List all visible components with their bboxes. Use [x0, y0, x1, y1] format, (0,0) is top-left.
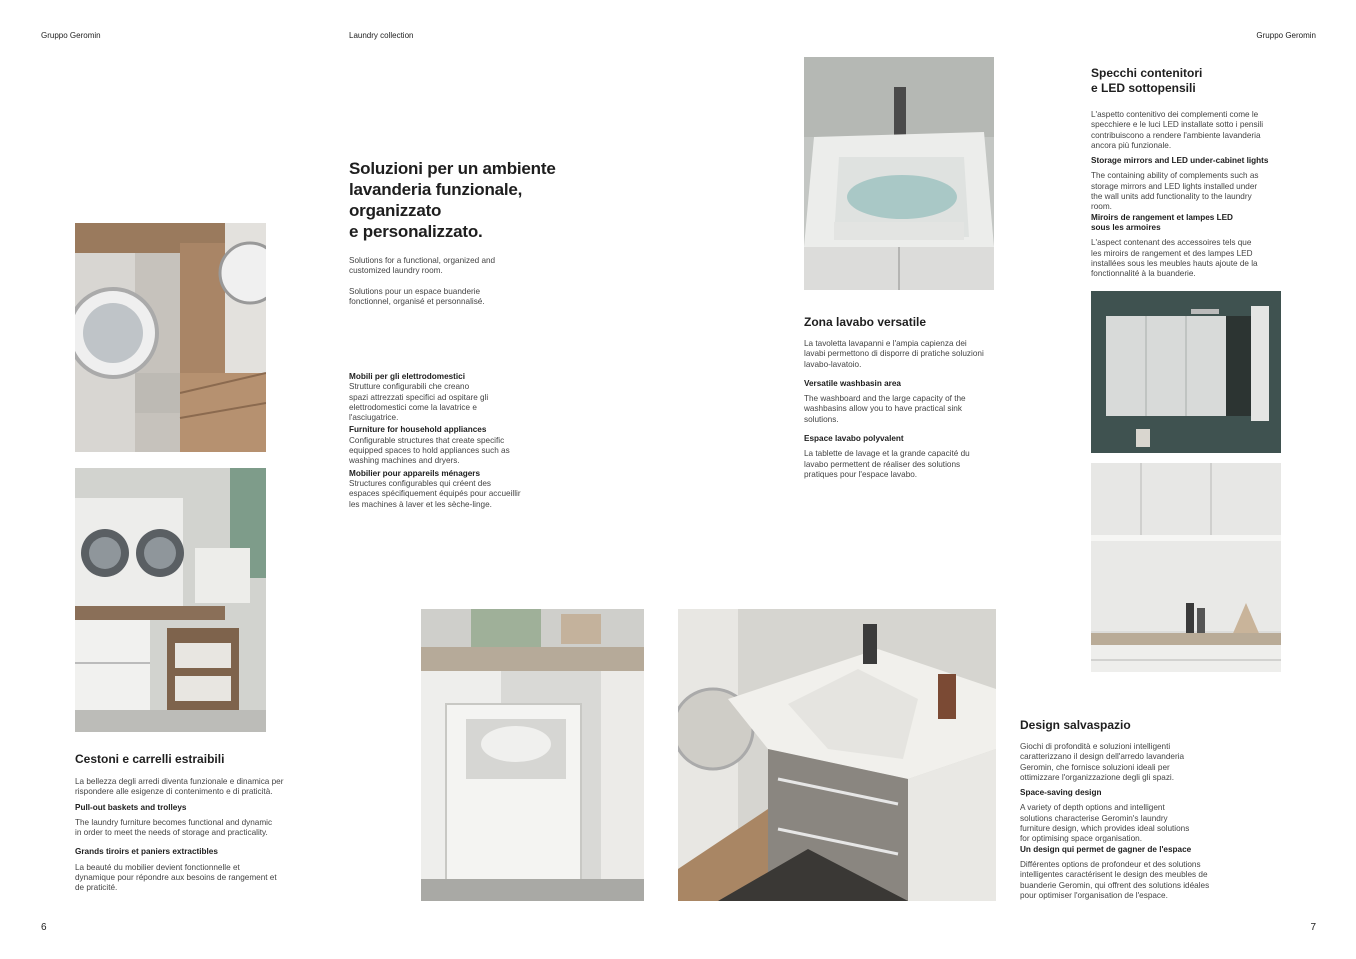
- mirrors-english-title: Storage mirrors and LED under-cabinet lights: [1091, 156, 1269, 166]
- intro-title-line: e personalizzato.: [349, 222, 483, 241]
- washbasin-french-line: La tablette de lavage et la grande capacité du: [804, 449, 970, 459]
- baskets-title: Cestoni e carrelli estraibili: [75, 752, 225, 766]
- baskets-italian-line: La bellezza degli arredi diventa funzionale e dinamica per: [75, 777, 284, 786]
- photo-mirror-cabinet: [1091, 291, 1281, 453]
- mirrors-english-line: room.: [1091, 202, 1112, 212]
- mirrors-french-line: les miroirs de rangement et des lampes LED: [1091, 248, 1253, 258]
- space-saving-block: [1020, 718, 1250, 901]
- header-collection: Laundry collection: [349, 31, 414, 40]
- intro-title-line: organizzato: [349, 201, 442, 220]
- baskets-italian-line: rispondere alle esigenze di contenimento e di praticità.: [75, 787, 273, 797]
- space-saving-english-line: for optimising space organisation.: [1020, 834, 1142, 844]
- mirrors-italian-line: contribuiscono a rendere l'ambiente lavanderia: [1091, 130, 1261, 140]
- photo-corner-sink: [678, 609, 996, 901]
- mirrors-italian-line: ancora più funzionale.: [1091, 140, 1172, 150]
- mirrors-italian-line: L'aspetto contenitivo dei complementi come le: [1091, 110, 1259, 119]
- page-number-left: 6: [41, 922, 47, 933]
- mirrors-french-title: Miroirs de rangement et lampes LED: [1091, 212, 1233, 222]
- space-saving-english-title: Space-saving design: [1020, 788, 1102, 798]
- mirrors-english-line: storage mirrors and LED lights installed under: [1091, 181, 1258, 191]
- mirrors-title-line: e LED sottopensili: [1091, 81, 1196, 95]
- photo-washers-with-trolley: [75, 468, 266, 732]
- photo-stacked-washer-dryer: [75, 223, 266, 452]
- mirrors-block: [1091, 66, 1291, 279]
- baskets-english-title: Pull-out baskets and trolleys: [75, 802, 187, 812]
- page-number-right: 7: [1310, 922, 1316, 933]
- space-saving-italian-line: caratterizzano il design dell'arredo lavanderia: [1020, 752, 1185, 762]
- washbasin-english-line: The washboard and the large capacity of the: [804, 394, 966, 404]
- space-saving-french-line: intelligentes caractérisent le design des meubles de: [1020, 870, 1208, 880]
- intro-french-line: Solutions pour un espace buanderie: [349, 286, 481, 296]
- baskets-english-line: The laundry furniture becomes functional and dynamic: [75, 817, 273, 827]
- space-saving-italian-line: Giochi di profondità e soluzioni intelligenti: [1020, 742, 1171, 751]
- photo-led-wall-units: [1091, 463, 1281, 672]
- space-saving-french-line: Différentes options de profondeur et des solutions: [1020, 859, 1201, 869]
- appliances-english-line: equipped spaces to hold appliances such as: [349, 446, 510, 456]
- mirrors-title-line: Specchi contenitori: [1091, 66, 1203, 80]
- washbasin-italian-line: La tavoletta lavapanni e l'ampia capienza dei: [804, 339, 967, 348]
- space-saving-italian-line: ottimizzare l'organizzazione degli gli spazi.: [1020, 772, 1175, 782]
- appliances-english-line: Configurable structures that create specific: [349, 435, 505, 445]
- baskets-english-line: in order to meet the needs of storage and practicality.: [75, 828, 268, 838]
- appliances-italian-title: Mobili per gli elettrodomestici: [349, 372, 466, 381]
- mirrors-french-line: L'aspect contenant des accessoires tels que: [1091, 238, 1252, 248]
- washbasin-block: [804, 315, 1014, 480]
- appliances-italian-line: Strutture configurabili che creano: [349, 382, 470, 392]
- washbasin-english-line: solutions.: [804, 414, 839, 424]
- space-saving-french-title: Un design qui permet de gagner de l'espace: [1020, 844, 1192, 854]
- washbasin-french-line: pratiques pour l'espace lavabo.: [804, 469, 918, 479]
- header-brand-left: Gruppo Geromin: [41, 31, 101, 40]
- mirrors-italian-line: specchiere e le luci LED installate sotto i pensili: [1091, 120, 1264, 130]
- appliances-english-title: Furniture for household appliances: [349, 425, 487, 435]
- photo-pull-out-basket: [421, 609, 644, 901]
- washbasin-english-line: washbasins allow you to have practical sink: [804, 404, 962, 414]
- baskets-french-line: de praticité.: [75, 883, 118, 893]
- space-saving-french-line: pour optimiser l'organisation de l'espace.: [1020, 890, 1168, 900]
- intro-english-line: Solutions for a functional, organized and: [349, 256, 496, 265]
- baskets-french-line: dynamique pour répondre aux besoins de rangement et: [75, 873, 277, 883]
- appliances-italian-line: spazi attrezzati specifici ad ospitare gli: [349, 392, 489, 402]
- intro-title-line: Soluzioni per un ambiente: [349, 159, 556, 178]
- appliances-italian-line: elettrodomestici come la lavatrice e: [349, 402, 477, 412]
- intro-french-line: fonctionnel, organisé et personnalisé.: [349, 296, 485, 306]
- intro-block: [349, 158, 599, 307]
- space-saving-french-line: buanderie Geromin, qui offrent des solutions idéales: [1020, 880, 1210, 890]
- mirrors-french-title: sous les armoires: [1091, 222, 1161, 232]
- appliances-block: [349, 372, 549, 510]
- appliances-french-line: espaces spécifiquement équipés pour accueillir: [349, 489, 521, 499]
- space-saving-english-line: furniture design, which provides ideal solutions: [1020, 824, 1190, 834]
- baskets-block: [75, 752, 315, 894]
- space-saving-english-line: A variety of depth options and intelligent: [1020, 803, 1165, 813]
- space-saving-english-line: solutions characterise Geromin's laundry: [1020, 813, 1168, 823]
- mirrors-french-line: installées sous les meubles hauts ajoute de la: [1091, 258, 1258, 268]
- mirrors-english-line: The containing ability of complements such as: [1091, 171, 1259, 181]
- intro-english-line: customized laundry room.: [349, 266, 443, 276]
- appliances-french-line: Structures configurables qui créent des: [349, 478, 491, 488]
- mirrors-english-line: the wall units add functionality to the laundry: [1091, 192, 1252, 202]
- baskets-french-title: Grands tiroirs et paniers extractibles: [75, 847, 218, 857]
- baskets-french-line: La beauté du mobilier devient fonctionnelle et: [75, 862, 240, 872]
- appliances-italian-line: l'asciugatrice.: [349, 413, 399, 423]
- photo-washbasin: [804, 57, 994, 290]
- washbasin-italian-line: lavabo-lavatoio.: [804, 359, 862, 369]
- appliances-english-line: washing machines and dryers.: [349, 456, 460, 466]
- space-saving-italian-line: Geromin, che fornisce soluzioni ideali per: [1020, 762, 1170, 772]
- appliances-french-title: Mobilier pour appareils ménagers: [349, 468, 481, 478]
- washbasin-french-line: lavabo permettent de réaliser des solutions: [804, 459, 961, 469]
- washbasin-french-title: Espace lavabo polyvalent: [804, 434, 904, 444]
- space-saving-title: Design salvaspazio: [1020, 718, 1131, 732]
- appliances-french-line: les machines à laver et les sèche-linge.: [349, 499, 492, 509]
- mirrors-french-line: fonctionnalité à la buanderie.: [1091, 269, 1196, 279]
- washbasin-italian-line: lavabi permettono di disporre di pratiche soluzioni: [804, 349, 984, 359]
- intro-title-line: lavanderia funzionale,: [349, 180, 523, 199]
- washbasin-english-title: Versatile washbasin area: [804, 378, 901, 388]
- washbasin-title: Zona lavabo versatile: [804, 315, 927, 329]
- header-brand-right: Gruppo Geromin: [1256, 31, 1316, 40]
